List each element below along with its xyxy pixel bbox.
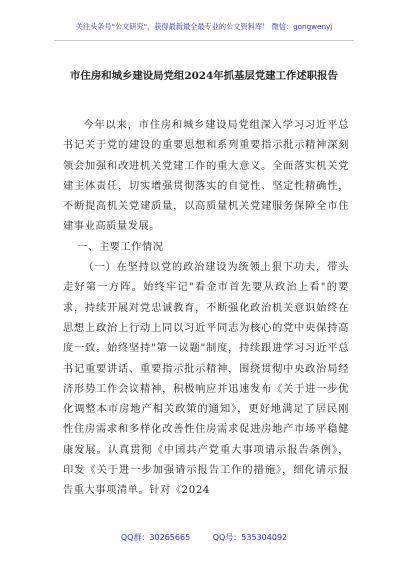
footer-qq-group: QQ群：30265665 [120, 533, 191, 542]
footer-qq-number: QQ号：535304092 [212, 533, 288, 542]
section-heading: 一、主要工作情况 [77, 241, 164, 253]
paragraph-section-1: （一）在坚持以党的政治建设为统领上狠下功夫，带头走好第一方阵。始终牢记"看金市首先要从政治上看"的要求，持续开展对党忠诚教育，不断强化政治机关意识始终在思想上政治上行动上同以习近平同志为核心的党中央保持高度一致。始终坚持"第一议题"制度，持续跟进学习习近平总书记重要讲话、重要指示批示精神，围绕贯彻中央政治局经济形势工作会议精神，积极响应并迅速发布《关于进一步优化调整本市房地产相关政策的通知》，更好地满足了居民刚性住房需求和多样化改善性住房需求促进房地产市场平稳健康发展。认真贯彻《中国共产党重大事项请示报告条例》，印发《关于进一步加强请示报告工作的措施》，细化请示报告重大事项清单。针对《2024 [63, 262, 349, 497]
document-title: 市住房和城乡建设局党组2024年抓基层党建工作述职报告 [70, 70, 338, 82]
paragraph-intro: 今年以来，市住房和城乡建设局党组深入学习习近平总书记关于党的建设的重要思想和系列重要指示批示精神深刻领会加强和改进机关党建工作的重大意义。全面落实机关党建主体责任，切实增强贯彻落实的自觉性、坚定性精确性，不断提高机关党建质量，以高质量机关党建服务保障全市住建事业高质量发展。 [63, 120, 349, 233]
header-divider [54, 40, 354, 41]
header-notice: 关注头条号"公文研究"，获得最新最全最专业的公文资料库！ 微信：gongwenyj [75, 22, 333, 31]
footer-contacts [0, 532, 408, 543]
document-body [63, 116, 349, 502]
